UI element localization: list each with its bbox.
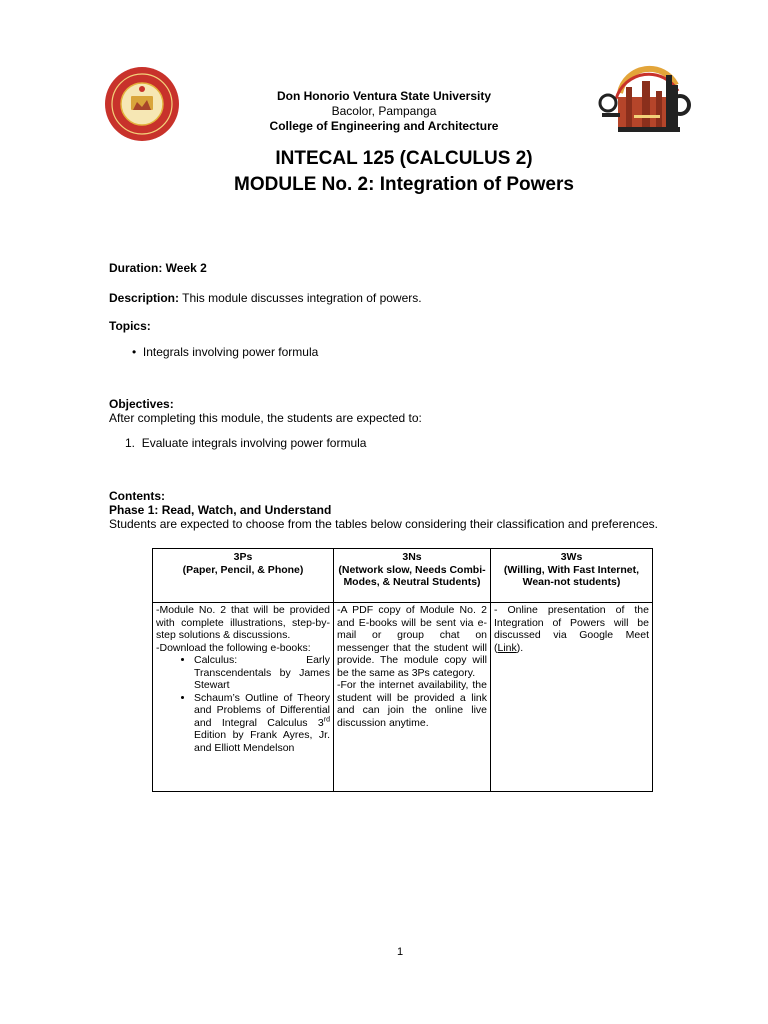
column-title: 3Ws bbox=[560, 551, 583, 563]
university-name: Don Honorio Ventura State University bbox=[276, 89, 492, 103]
table-header-row bbox=[153, 549, 653, 603]
duration-label: Duration: bbox=[109, 261, 163, 275]
phase-heading bbox=[109, 503, 331, 518]
cell-3ps bbox=[153, 603, 334, 792]
cell-text: ). bbox=[516, 641, 524, 654]
description-text: This module discusses integration of powers. bbox=[182, 291, 422, 305]
objective-item bbox=[125, 436, 366, 451]
cell-paragraph: -For the internet availability, the student will be provided a link and can join the online live discussion anytime. bbox=[337, 679, 487, 729]
column-header-3ns bbox=[334, 549, 491, 603]
page-number: 1 bbox=[396, 946, 404, 958]
ebook-text: Edition by Frank Ayres, Jr. and Elliott Mendelson bbox=[194, 729, 330, 754]
cell-paragraph: -A PDF copy of Module No. 2 and E-books will be sent via e-mail or group chat on messenger that the student will provide. The module copy will be the same as 3Ps category. bbox=[337, 604, 487, 679]
phase-label: Phase 1: Read, Watch, and Understand bbox=[109, 503, 332, 517]
column-title: 3Ps bbox=[233, 551, 253, 563]
cell-text: - Online presentation of the Integration of Powers will be discussed via Google Meet ( bbox=[494, 604, 649, 654]
description bbox=[109, 291, 422, 306]
ebook-text: Schaum’s Outline of Theory and Problems of Differential and Integral Calculus 3 bbox=[194, 691, 330, 729]
description-label: Description: bbox=[109, 291, 180, 305]
topic-item bbox=[132, 345, 318, 360]
google-meet-link[interactable]: Link bbox=[497, 641, 517, 654]
college-name: College of Engineering and Architecture bbox=[269, 119, 499, 133]
ebook-item bbox=[194, 692, 330, 755]
ebook-item: • Calculus: Early Transcendentals by James Stewart bbox=[194, 654, 330, 692]
objective-number: 1. bbox=[125, 436, 136, 450]
course-title: INTECAL 125 (CALCULUS 2) bbox=[275, 148, 533, 169]
duration bbox=[109, 261, 207, 276]
topics-label: Topics: bbox=[109, 319, 151, 333]
objective-text: Evaluate integrals involving power formula bbox=[141, 436, 367, 450]
cell-3ns bbox=[334, 603, 491, 792]
column-title: 3Ns bbox=[402, 551, 422, 563]
column-subtitle: (Willing, With Fast Internet, Wean-not students) bbox=[503, 563, 640, 588]
column-subtitle: (Network slow, Needs Combi-Modes, & Neutral Students) bbox=[338, 563, 486, 588]
column-header-3ws bbox=[491, 549, 653, 603]
ebook-superscript: rd bbox=[323, 716, 330, 723]
bullet-icon: • bbox=[132, 345, 143, 359]
university-location: Bacolor, Pampanga bbox=[331, 104, 437, 118]
objectives-intro: After completing this module, the students are expected to: bbox=[109, 411, 422, 425]
cell-paragraph: -Module No. 2 that will be provided with complete illustrations, step-by-step solutions & discussions. bbox=[156, 604, 330, 641]
topic-item-text: Integrals involving power formula bbox=[142, 345, 319, 359]
column-header-3ps bbox=[153, 549, 334, 603]
module-title: MODULE No. 2: Integration of Powers bbox=[234, 174, 574, 195]
column-subtitle: (Paper, Pencil, & Phone) bbox=[182, 563, 304, 576]
objectives-label: Objectives: bbox=[109, 397, 174, 411]
topics-heading bbox=[109, 319, 151, 334]
contents-heading bbox=[109, 489, 165, 504]
learning-modes-table bbox=[152, 548, 653, 792]
phase-description: Students are expected to choose from the tables below considering their classification and preferences. bbox=[109, 517, 658, 531]
table-row bbox=[153, 603, 653, 792]
duration-value: Week 2 bbox=[165, 261, 207, 275]
contents-label: Contents: bbox=[109, 489, 165, 503]
cell-paragraph: -Download the following e-books: bbox=[156, 641, 311, 654]
ebook-list bbox=[156, 654, 330, 754]
cell-3ws bbox=[491, 603, 653, 792]
objectives-heading bbox=[109, 397, 174, 412]
